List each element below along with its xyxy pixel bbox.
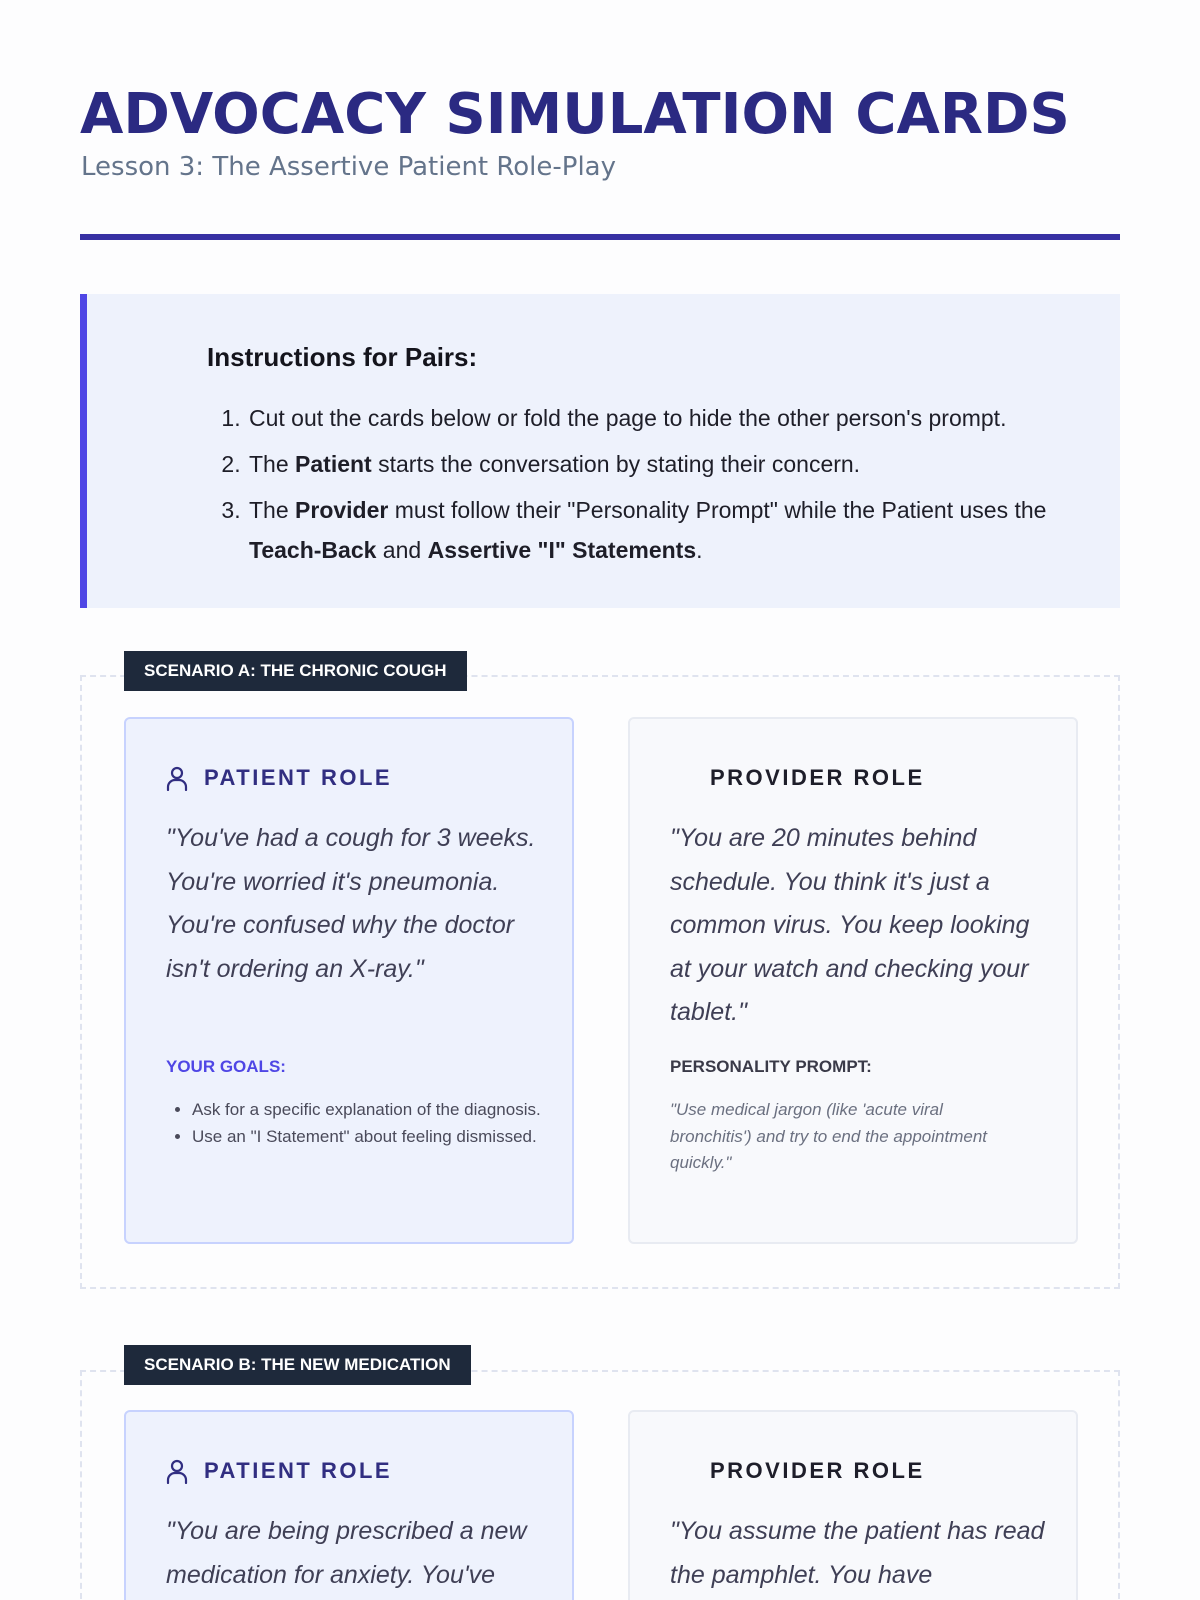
- patient-role-title: PATIENT ROLE: [204, 765, 393, 790]
- user-icon: [166, 765, 188, 791]
- instruction-step-3-bold-i-statements: Assertive "I" Statements: [427, 537, 697, 563]
- instruction-step-1: [247, 398, 1107, 438]
- goals-label: YOUR GOALS:: [166, 1057, 286, 1076]
- page-title: ADVOCACY SIMULATION CARDS: [80, 82, 1070, 147]
- user-icon: [166, 1458, 188, 1484]
- patient-role-title: PATIENT ROLE: [204, 1458, 393, 1483]
- provider-role-header: [710, 763, 925, 793]
- instructions-box: [80, 294, 1120, 608]
- page-subtitle: Lesson 3: The Assertive Patient Role-Play: [81, 152, 617, 182]
- scenario-b-provider-card: [628, 1410, 1078, 1600]
- provider-role-title: PROVIDER ROLE: [710, 765, 925, 790]
- instruction-step-3-bold-provider: Provider: [295, 497, 389, 523]
- provider-quote: "You assume the patient has read the pamphlet. You have: [670, 1517, 1045, 1589]
- patient-quote: "You've had a cough for 3 weeks. You're worried it's pneumonia. You're confused why the doctor isn't ordering an X-ray.": [166, 824, 536, 983]
- instruction-step-1-text: Cut out the cards below or fold the page to hide the other person's prompt.: [249, 405, 1007, 431]
- instruction-step-2-pre: The: [249, 451, 296, 477]
- personality-prompt-text: "Use medical jargon (like 'acute viral bronchitis') and try to end the appointment quickly.": [670, 1100, 987, 1172]
- patient-role-header: [166, 763, 392, 793]
- title-divider: [80, 234, 1120, 240]
- goal-item: • Use an "I Statement" about feeling dismissed.: [192, 1124, 546, 1151]
- scenario-b-patient-card: [124, 1410, 574, 1600]
- personality-prompt-label: PERSONALITY PROMPT:: [670, 1057, 872, 1076]
- provider-quote: "You are 20 minutes behind schedule. You think it's just a common virus. You keep looking at your watch and checking your tablet.": [670, 824, 1030, 1026]
- instruction-step-3-bold-teach-back: Teach-Back: [249, 537, 377, 563]
- provider-role-title: PROVIDER ROLE: [710, 1458, 925, 1483]
- instruction-step-3-pre: The: [249, 497, 296, 523]
- patient-role-header: [166, 1456, 392, 1486]
- instructions-list: [247, 398, 1107, 576]
- scenario-a-patient-card: [124, 717, 574, 1244]
- instruction-step-3: [247, 490, 1107, 570]
- instruction-step-2-post: starts the conversation by stating their concern.: [371, 451, 861, 477]
- instructions-heading: Instructions for Pairs:: [207, 342, 478, 372]
- scenario-a-provider-card: [628, 717, 1078, 1244]
- instruction-step-3-post: .: [696, 537, 703, 563]
- scenario-b-tag: SCENARIO B: THE NEW MEDICATION: [124, 1345, 471, 1385]
- scenario-a-tag: SCENARIO A: THE CHRONIC COUGH: [124, 651, 467, 691]
- instruction-step-3-mid2: and: [376, 537, 428, 563]
- instruction-step-3-mid1: must follow their "Personality Prompt" while the Patient uses the: [388, 497, 1047, 523]
- patient-quote: "You are being prescribed a new medication for anxiety. You've: [166, 1517, 527, 1589]
- provider-role-header: [710, 1456, 925, 1486]
- instruction-step-2: [247, 444, 1107, 484]
- goals-list: [166, 1097, 546, 1150]
- goal-item: • Ask for a specific explanation of the diagnosis.: [192, 1097, 546, 1124]
- instruction-step-2-bold: Patient: [295, 451, 372, 477]
